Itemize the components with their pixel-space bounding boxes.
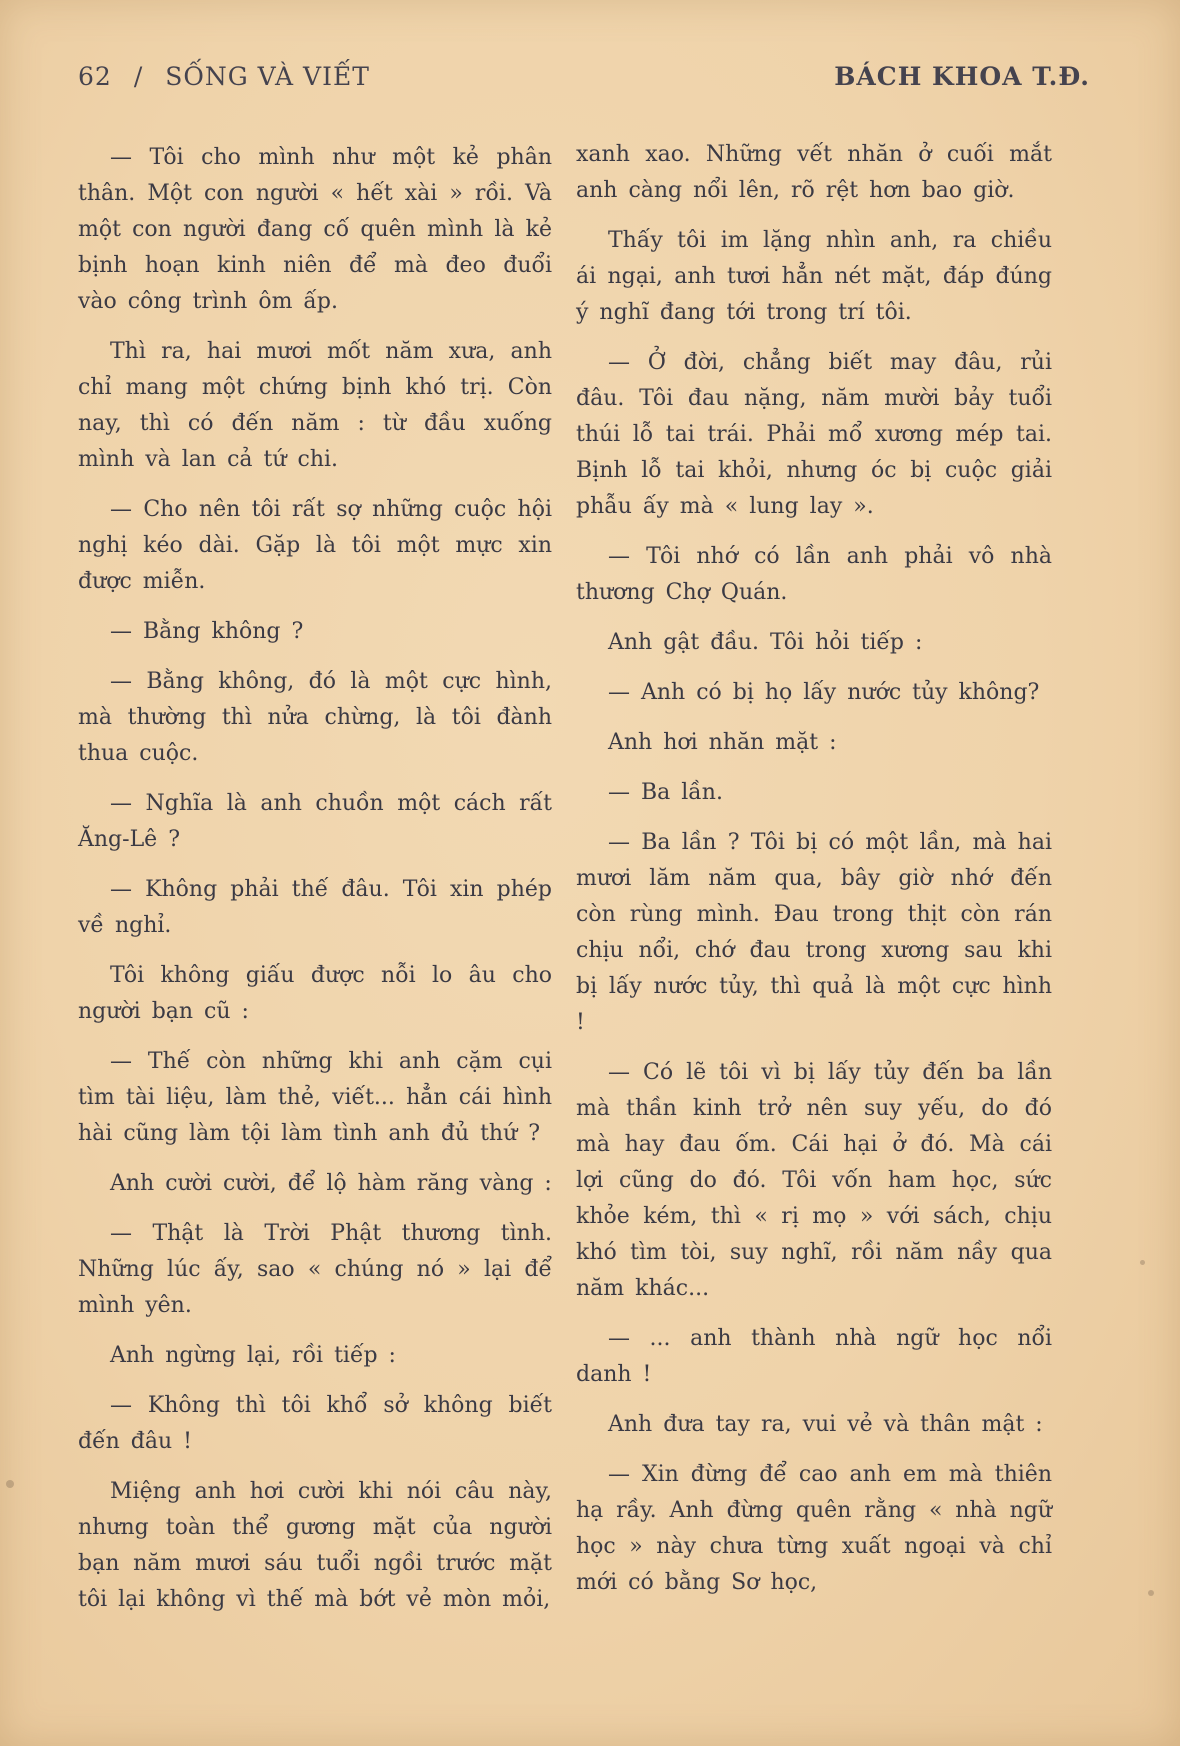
scan-margin (1180, 0, 1196, 1746)
paragraph: — ... anh thành nhà ngữ học nổi danh ! (576, 1326, 1052, 1387)
paragraph: Tôi không giấu được nỗi lo âu cho người bạn cũ : (78, 963, 552, 1024)
right-text-column (576, 137, 1052, 1615)
paragraph: Miệng anh hơi cười khi nói câu này, nhưng toàn thể gương mặt của người bạn năm mươi sáu tuổi ngồi trước mặt tôi lại không vì thế mà bớt vẻ mòn mỏi, (78, 1479, 552, 1612)
paper-speck (1148, 1590, 1154, 1596)
left-text-column (78, 140, 552, 1632)
paragraph: — Tôi cho mình như một kẻ phân thân. Một con người « hết xài » rồi. Và một con người đang cố quên mình là kẻ bịnh hoạn kinh niên để mà đeo đuổi vào công trình ôm ấp. (78, 145, 552, 314)
paragraph: — Bằng không ? (110, 619, 304, 644)
paragraph: — Thật là Trời Phật thương tình. Những lúc ấy, sao « chúng nó » lại để mình yên. (78, 1221, 552, 1318)
paragraph: Anh cười cười, để lộ hàm răng vàng : (110, 1171, 552, 1196)
header-left (78, 62, 370, 91)
paragraph: Thấy tôi im lặng nhìn anh, ra chiều ái ngại, anh tươi hẳn nét mặt, đáp đúng ý nghĩ đang tới trong trí tôi. (576, 228, 1052, 325)
paragraph: Anh đưa tay ra, vui vẻ và thân mật : (608, 1412, 1043, 1437)
paragraph: — Ba lần. (608, 780, 723, 805)
section-title: SỐNG VÀ VIẾT (165, 62, 370, 91)
paragraph: Anh gật đầu. Tôi hỏi tiếp : (608, 630, 923, 655)
publication-title: BÁCH KHOA T.Đ. (834, 62, 1090, 91)
paragraph: Thì ra, hai mươi mốt năm xưa, anh chỉ mang một chứng bịnh khó trị. Còn nay, thì có đến năm : từ đầu xuống mình và lan cả tứ chi. (78, 339, 552, 472)
page-number: 62 (78, 62, 112, 91)
paragraph: — Tôi nhớ có lần anh phải vô nhà thương Chợ Quán. (576, 544, 1052, 605)
paper-speck (1140, 1260, 1145, 1265)
paragraph: — Ở đời, chẳng biết may đâu, rủi đâu. Tôi đau nặng, năm mười bảy tuổi thúi lỗ tai trái. Phải mổ xương mép tai. Bịnh lỗ tai khỏi, nhưng óc bị cuộc giải phẫu ấy mà « lung lay ». (576, 350, 1052, 519)
paragraph: — Bằng không, đó là một cực hình, mà thường thì nửa chừng, là tôi đành thua cuộc. (78, 669, 552, 766)
paragraph: — Có lẽ tôi vì bị lấy tủy đến ba lần mà thần kinh trở nên suy yếu, do đó mà hay đau ốm. Cái hại ở đó. Mà cái lợi cũng do đó. Tôi vốn ham học, sức khỏe kém, thì « rị mọ » với sách, chịu khó tìm tòi, suy nghĩ, rồi năm nầy qua năm khác... (576, 1060, 1052, 1301)
paragraph: — Không phải thế đâu. Tôi xin phép về nghỉ. (78, 877, 552, 938)
paragraph: Anh hơi nhăn mặt : (608, 730, 837, 755)
paragraph: — Ba lần ? Tôi bị có một lần, mà hai mươi lăm năm qua, bây giờ nhớ đến còn rùng mình. Đau trong thịt còn rán chịu nổi, chớ đau trong xương sau khi bị lấy nước tủy, thì quả là một cực hình ! (576, 830, 1052, 1035)
paragraph: — Xin đừng để cao anh em mà thiên hạ rầy. Anh đừng quên rằng « nhà ngữ học » này chưa từng xuất ngoại và chỉ mới có bằng Sơ học, (576, 1462, 1052, 1595)
paragraph-continuation: xanh xao. Những vết nhăn ở cuối mắt anh càng nổi lên, rõ rệt hơn bao giờ. (576, 142, 1052, 203)
header-separator: / (133, 62, 144, 91)
paper-speck (6, 1480, 14, 1488)
paragraph: — Cho nên tôi rất sợ những cuộc hội nghị kéo dài. Gặp là tôi một mực xin được miễn. (78, 497, 552, 594)
paragraph: Anh ngừng lại, rồi tiếp : (110, 1343, 396, 1368)
paragraph: — Không thì tôi khổ sở không biết đến đâu ! (78, 1393, 552, 1454)
paragraph: — Nghĩa là anh chuồn một cách rất Ăng-Lê ? (78, 791, 552, 852)
paragraph: — Thế còn những khi anh cặm cụi tìm tài liệu, làm thẻ, viết... hẳn cái hình hài cũng làm tội làm tình anh đủ thứ ? (78, 1049, 552, 1146)
page-header (78, 62, 1090, 102)
paragraph: — Anh có bị họ lấy nước tủy không? (608, 680, 1040, 705)
